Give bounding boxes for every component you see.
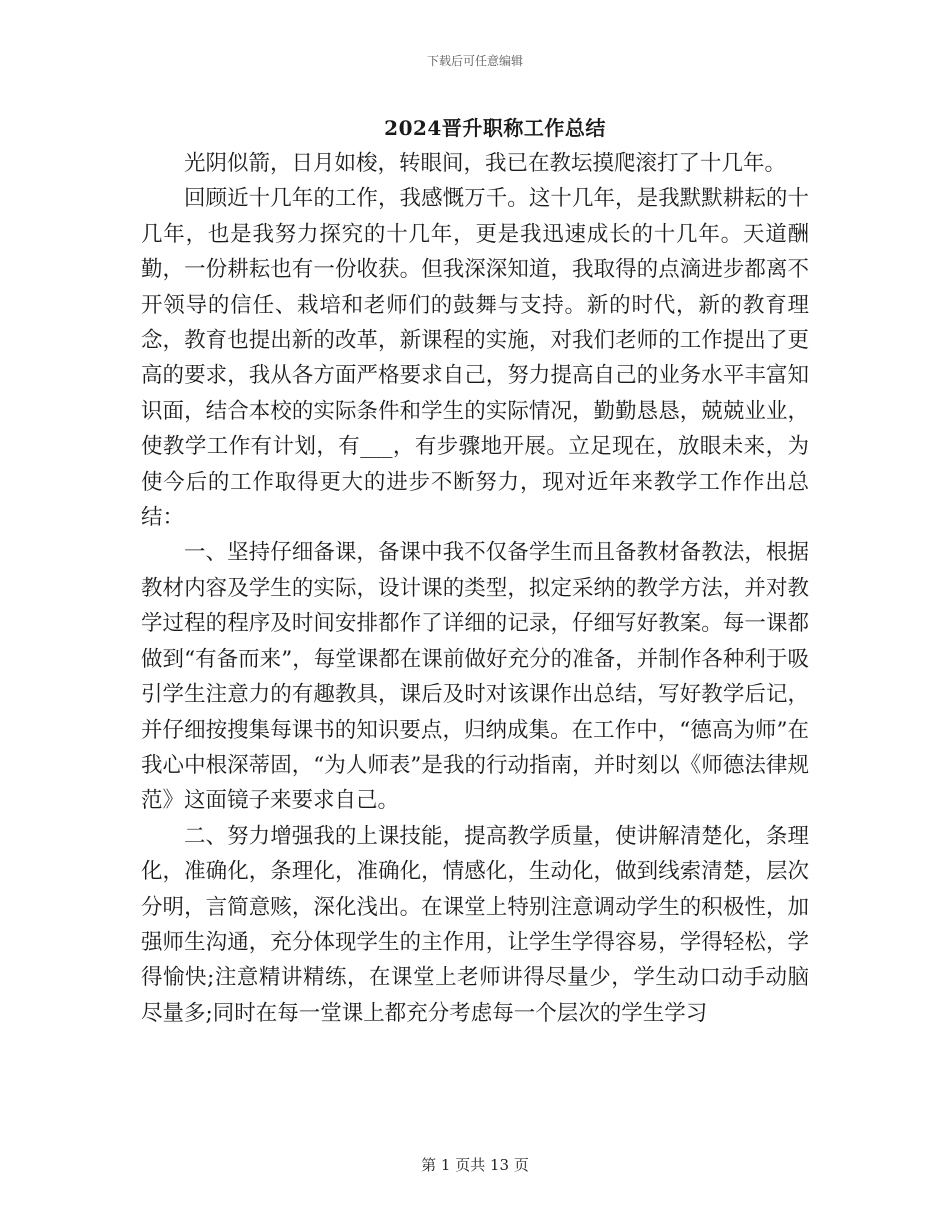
paragraph-teaching-skills: 二、努力增强我的上课技能，提高教学质量，使讲解清楚化，条理化，准确化，条理化，准确化，情感化，生动化，做到线索清楚，层次分明，言简意赅，深化浅出。在课堂上特别注意调动学生的积极性，加强师生沟通，充分体现学生的主作用，让学生学得容易，学得轻松，学得愉快;注意精讲精练，在课堂上老师讲得尽量少，学生动口动手动脑尽量多;同时在每一堂课上都充分考虑每一个层次的学生学习 [141,823,809,1026]
paragraph-intro: 光阴似箭，日月如梭，转眼间，我已在教坛摸爬滚打了十几年。 [184,151,787,176]
paragraph-lesson-prep: 一、坚持仔细备课，备课中我不仅备学生而且备教材备教法，根据教材内容及学生的实际，设计课的类型，拟定采纳的教学方法，并对教学过程的程序及时间安排都作了详细的记录，仔细写好教案。每一课都做到“有备而来”，每堂课都在课前做好充分的准备，并制作各种利于吸引学生注意力的有趣教具，课后及时对该课作出总结，写好教学后记，并仔细按搜集每课书的知识要点，归纳成集。在工作中，“德高为师”在我心中根深蒂固，“为人师表”是我的行动指南，并时刻以《师德法律规范》这面镜子来要求自己。 [141,540,809,814]
header-note: 下载后可任意编辑 [426,54,523,68]
document-title: 2024晋升职称工作总结 [384,116,606,140]
page-footer: 第 1 页共 13 页 [421,1156,529,1174]
document-body [141,146,809,1031]
paragraph-review: 回顾近十几年的工作，我感慨万千。这十几年，是我默默耕耘的十几年，也是我努力探究的十几年，更是我迅速成长的十几年。天道酬勤，一份耕耘也有一份收获。但我深深知道，我取得的点滴进步都离不开领导的信任、栽培和老师们的鼓舞与支持。新的时代，新的教育理念，教育也提出新的改革，新课程的实施，对我们老师的工作提出了更高的要求，我从各方面严格要求自己，努力提高自己的业务水平丰富知识面，结合本校的实际条件和学生的实际情况，勤勤恳恳，兢兢业业，使教学工作有计划，有___，有步骤地开展。立足现在，放眼未来，为使今后的工作取得更大的进步不断努力，现对近年来教学工作作出总结： [141,186,809,531]
